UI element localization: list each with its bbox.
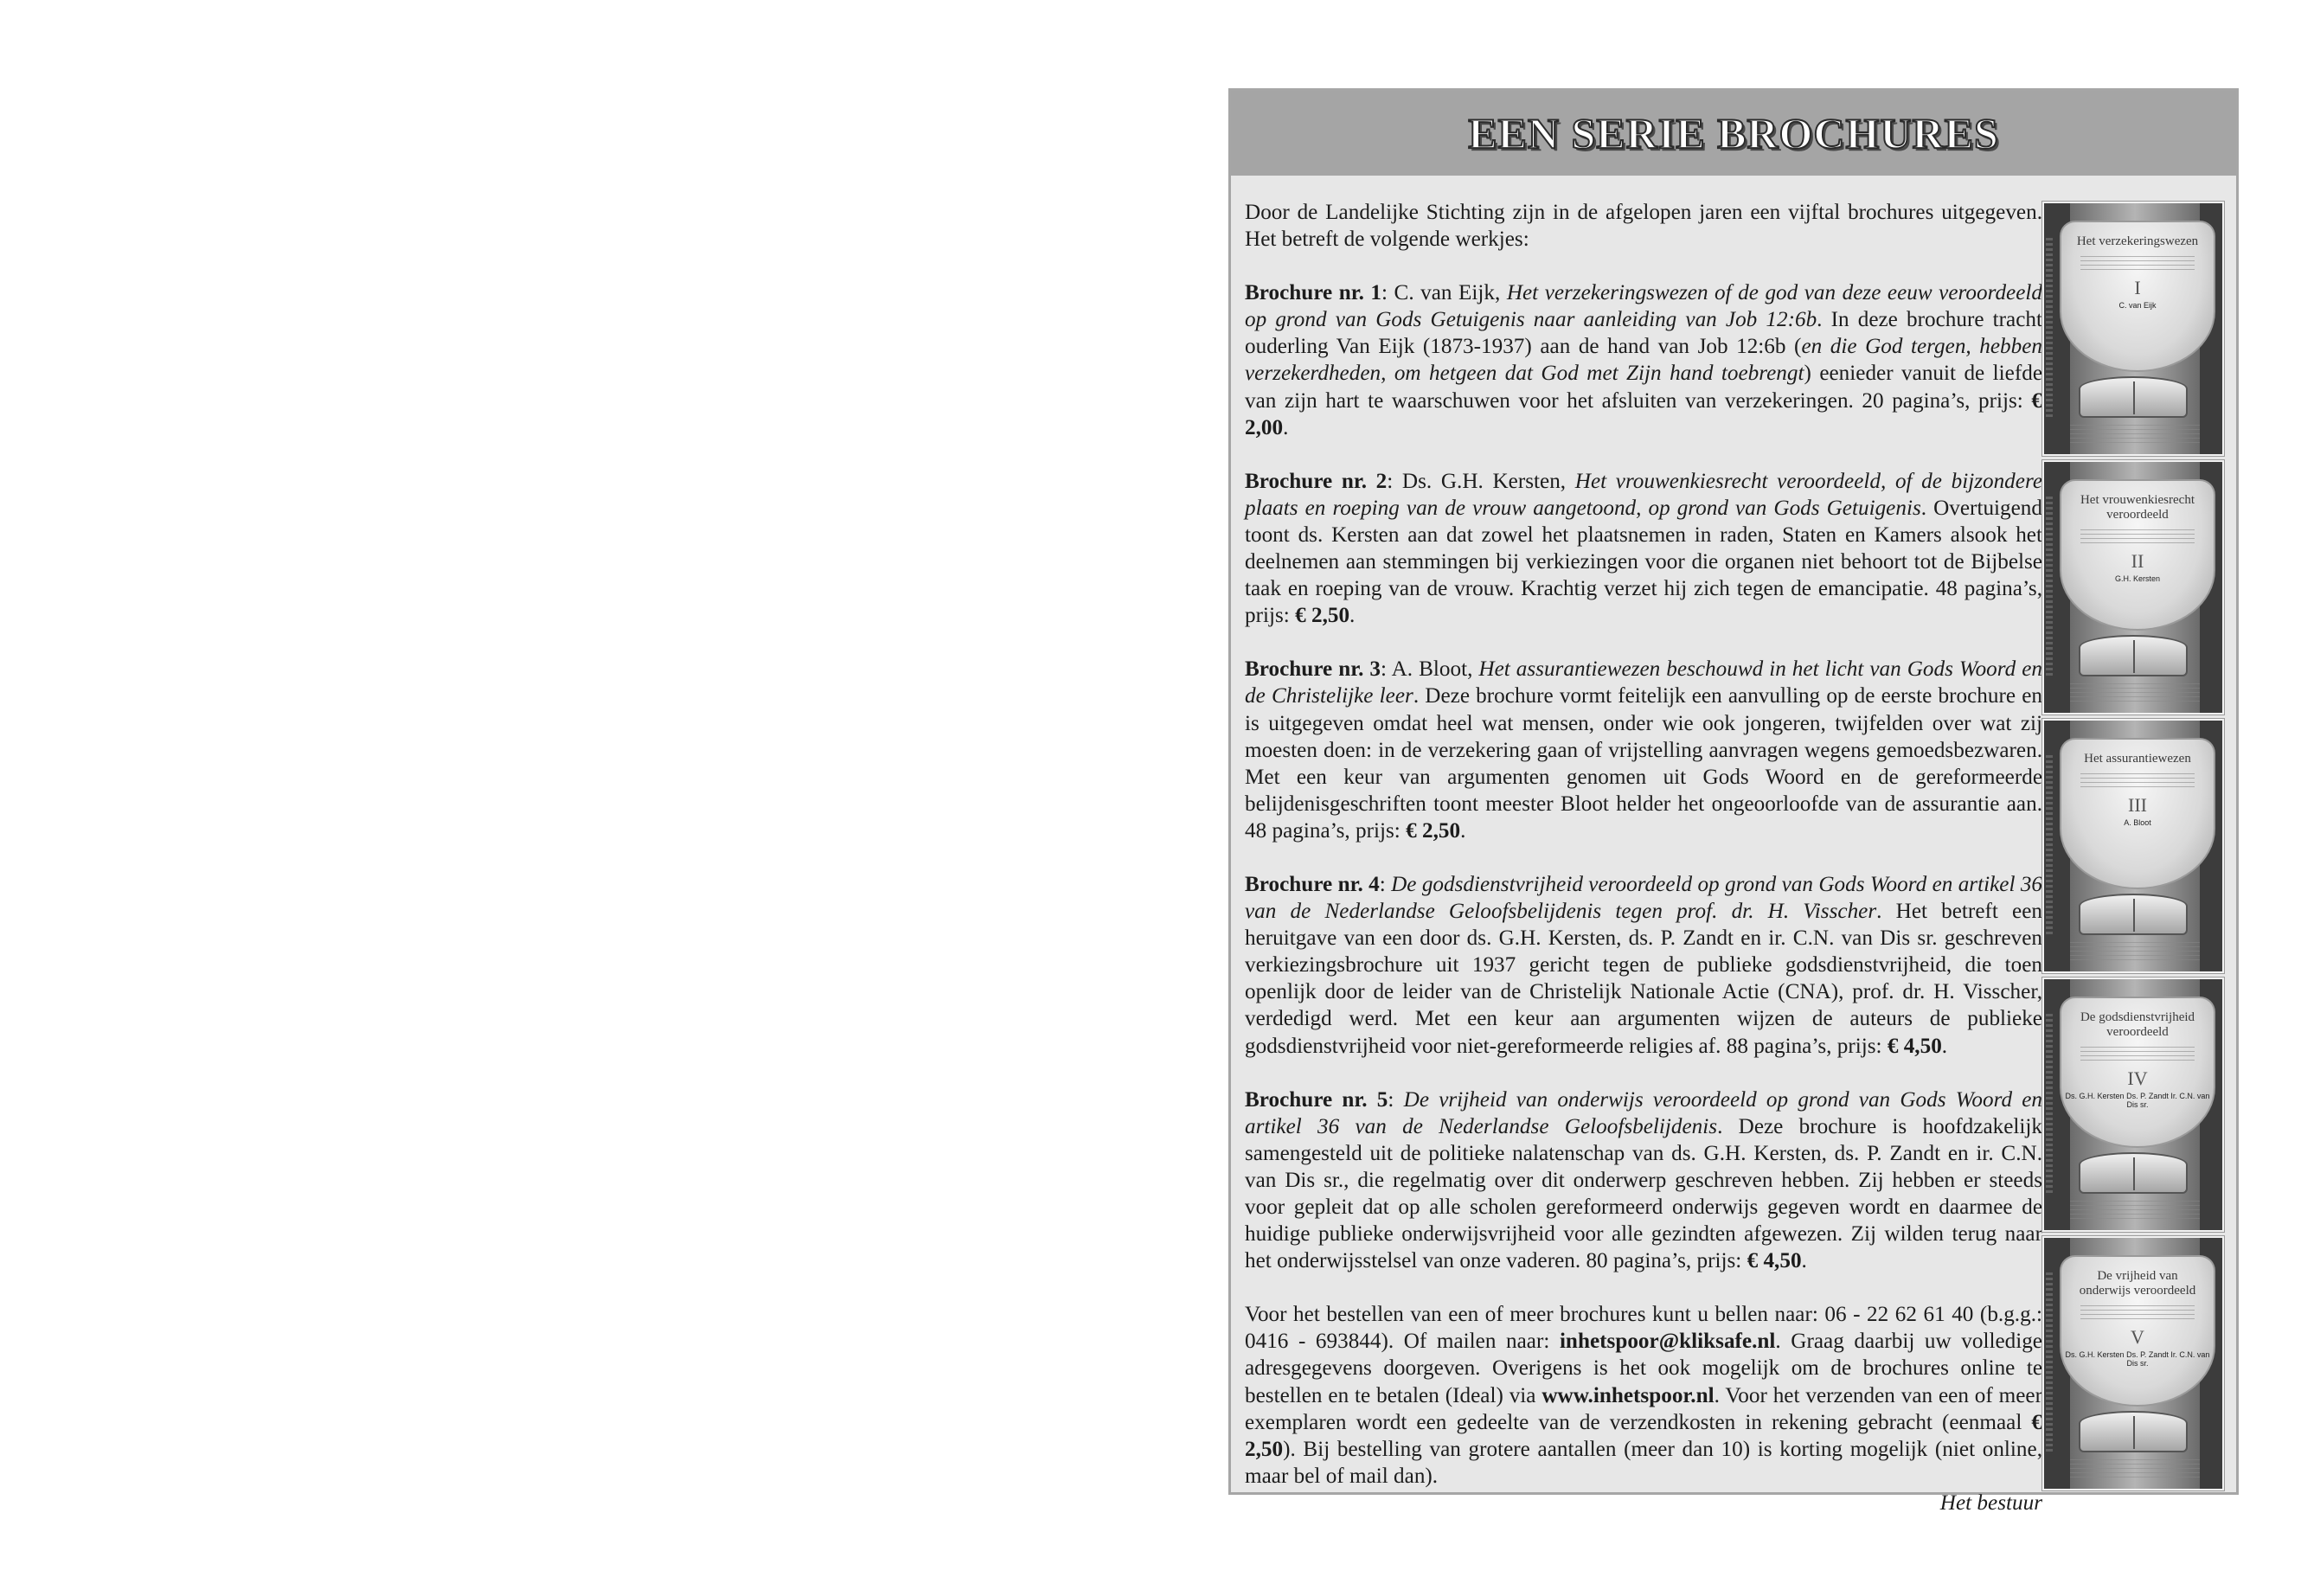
brochure-3: Brochure nr. 3: A. Bloot, Het assurantiewezen beschouwd in het licht van Gods Woord en de Christelijke leer. Deze brochure vormt feitelijk een aanvulling op de eerste brochure en is uitgegeven omdat heel wat mensen, onder wie ook jongeren, twijfelden over wat zij moesten doen: in de verzekering gaan of vrijstelling aanvragen wegens gemoedsbezwaren. Met een keur van argumenten genomen uit Gods Woord en de gereformeerde belijdenisgeschriften toont meester Bloot helder het ongeoorloofde van de assurantie aan. 48 pagina’s, prijs: € 2,50. — [1245, 657, 2043, 843]
cover-brochure-1 — [2042, 202, 2224, 456]
open-bible-icon — [2079, 635, 2188, 676]
cover-numeral: V — [2131, 1326, 2144, 1348]
open-bible-icon — [2079, 894, 2188, 935]
brochure-panel — [1228, 88, 2239, 1515]
cover-author: C. van Eijk — [2118, 301, 2157, 310]
brochure-title: Het verzekeringswezen of de god van deze eeuw veroordeeld op grond van Gods Getuigenis naar aanleiding van Job 12:6b — [1245, 281, 2042, 332]
cover-author: Ds. G.H. Kersten Ds. P. Zandt Ir. C.N. van Dis sr. — [2065, 1092, 2210, 1109]
brochure-price: € 2,50 — [1295, 604, 1350, 628]
brochure-title: De godsdienstvrijheid veroordeeld op grond van Gods Woord en artikel 36 van de Nederlandse Geloofsbelijdenis tegen prof. dr. H. Visscher — [1245, 872, 2043, 924]
brochure-title: Het vrouwenkiesrecht veroordeeld, of de bijzondere plaats en roeping van de vrouw aangetoond, op grond van Gods Getuigenis — [1245, 469, 2043, 520]
brochure-label: Brochure nr. 3 — [1245, 657, 1381, 682]
signature: Het bestuur — [1939, 1490, 2042, 1515]
cover-author: G.H. Kersten — [2114, 574, 2161, 583]
open-bible-icon — [2079, 1152, 2188, 1194]
brochure-1: Brochure nr. 1: C. van Eijk, Het verzekeringswezen of de god van deze eeuw veroordeeld op grond van Gods Getuigenis naar aanleiding van Job 12:6b. In deze brochure tracht ouderling Van Eijk (1873-1937) aan de hand van Job 12:6b (en die God tergen, hebben verzekerdheden, om hetgeen dat God met Zijn hand toebrengt) eenieder vanuit de liefde van zijn hart te waarschuwen voor het afsluiten van verzekeringen. 20 pagina’s, prijs: € 2,00. — [1245, 281, 2042, 439]
panel-header — [1231, 91, 2236, 176]
cover-shield — [2060, 997, 2215, 1148]
brochure-label: Brochure nr. 5 — [1245, 1087, 1388, 1112]
brochure-quote: en die God tergen, hebben verzekerdheden, om hetgeen dat God met Zijn hand toebrengt — [1245, 335, 2042, 386]
cover-shield — [2060, 738, 2215, 889]
cover-numeral: IV — [2127, 1067, 2148, 1089]
page-title: EEN SERIE BROCHURES — [1468, 109, 1999, 157]
cover-author: A. Bloot — [2124, 818, 2151, 827]
brochure-title: Het assurantiewezen beschouwd in het licht van Gods Woord en de Christelijke leer — [1245, 657, 2043, 708]
brochure-price: € 2,00 — [1245, 388, 2042, 439]
shipping-price: € 2,50 — [1245, 1410, 2042, 1461]
brochure-price: € 2,50 — [1406, 818, 1461, 843]
intro-paragraph: Door de Landelijke Stichting zijn in de afgelopen jaren een vijftal brochures uitgegeven. Het betreft de volgende werkjes: — [1245, 201, 2042, 252]
brochure-price: € 4,50 — [1887, 1034, 1942, 1058]
cover-title: Het assurantiewezen — [2084, 752, 2191, 766]
cover-shield — [2060, 479, 2215, 631]
website-link[interactable]: www.inhetspoor.nl — [1541, 1383, 1715, 1407]
brochure-2: Brochure nr. 2: Ds. G.H. Kersten, Het vrouwenkiesrecht veroordeeld, of de bijzondere plaats en roeping van de vrouw aangetoond, op grond van Gods Getuigenis. Overtuigend toont ds. Kersten aan dat zowel het plaatsnemen in raden, Staten en Kamers alsook het deelnemen aan stemmingen bij verkiezingen voor die organen niet behoort tot de Bijbelse taak en roeping van de vrouw. Krachtig verzet hij zich tegen de emancipatie. 48 pagina’s, prijs: € 2,50. — [1245, 469, 2043, 628]
cover-brochure-5 — [2042, 1236, 2224, 1490]
cover-author: Ds. G.H. Kersten Ds. P. Zandt Ir. C.N. van Dis sr. — [2065, 1350, 2210, 1368]
order-info: Voor het bestellen van een of meer brochures kunt u bellen naar: 06 - 22 62 61 40 (b.g.g.: 0416 - 693844). Of mailen naar: inhetspoor@kliksafe.nl. Graag daarbij uw volledige adresgegevens doorgeven. Overigens is het ook mogelijk om de brochures online te bestellen en te betalen (Ideal) via www.inhetspoor.nl. Voor het verzenden van een of meer exemplaren wordt een gedeelte van de verzendkosten in rekening gebracht (eenmaal € 2,50). Bij bestelling van grotere aantallen (meer dan 10) is korting mogelijk (niet online, maar bel of mail dan). — [1245, 1303, 2043, 1488]
cover-shield — [2060, 221, 2215, 372]
cover-numeral: III — [2128, 794, 2147, 816]
brochure-label: Brochure nr. 1 — [1245, 281, 1382, 305]
open-bible-icon — [2079, 376, 2188, 418]
brochure-5: Brochure nr. 5: De vrijheid van onderwijs veroordeeld op grond van Gods Woord en artikel 36 van de Nederlandse Geloofsbelijdenis. Deze brochure is hoofdzakelijk samengesteld uit de politieke nalatenschap van ds. G.H. Kersten, ds. P. Zandt en ir. C.N. van Dis sr., die regelmatig over dit onderwerp geschreven hebben. Zij hebben er steeds voor gepleit dat op alle scholen gereformeerd onderwijs gegeven wordt en daarmee de huidige publieke onderwijsvrijheid voor alle gezindten afgewezen. Zij wilden terug naar het onderwijsstelsel van onze vaderen. 80 pagina’s, prijs: € 4,50. — [1245, 1087, 2043, 1273]
email-link[interactable]: inhetspoor@kliksafe.nl — [1559, 1330, 1776, 1354]
cover-numeral: I — [2134, 277, 2141, 298]
brochure-label: Brochure nr. 2 — [1245, 469, 1388, 493]
brochure-4: Brochure nr. 4: De godsdienstvrijheid veroordeeld op grond van Gods Woord en artikel 36 van de Nederlandse Geloofsbelijdenis tegen prof. dr. H. Visscher. Het betreft een heruitgave van een door ds. G.H. Kersten, ds. P. Zandt en ir. C.N. van Dis sr. geschreven verkiezingsbrochure uit 1937 gericht tegen de publieke godsdienstvrijheid, die toen openlijk door de leider van de Christelijk Nationale Actie (CNA), prof. dr. H. Visscher, verdedigd werd. Met een keur aan argumenten wijzen de auteurs de publieke godsdienstvrijheid voor niet-gereformeerde religies af. 88 pagina’s, prijs: € 4,50. — [1245, 872, 2043, 1058]
cover-numeral: II — [2131, 550, 2144, 572]
brochure-label: Brochure nr. 4 — [1245, 872, 1380, 896]
cover-shield — [2060, 1255, 2215, 1407]
cover-brochure-4 — [2042, 977, 2224, 1232]
open-bible-icon — [2079, 1411, 2188, 1452]
article-body — [1245, 199, 2042, 1516]
cover-title: Het vrouwenkiesrecht veroordeeld — [2080, 493, 2195, 522]
brochure-price: € 4,50 — [1747, 1249, 1802, 1273]
cover-title: De vrijheid van onderwijs veroordeeld — [2079, 1269, 2196, 1298]
cover-title: De godsdienstvrijheid veroordeeld — [2080, 1010, 2195, 1039]
cover-column — [2042, 202, 2224, 1495]
brochure-title: De vrijheid van onderwijs veroordeeld op grond van Gods Woord en artikel 36 van de Nederlandse Geloofsbelijdenis — [1245, 1087, 2043, 1138]
cover-brochure-3 — [2042, 719, 2224, 973]
cover-brochure-2 — [2042, 460, 2224, 715]
cover-title: Het verzekeringswezen — [2076, 234, 2199, 248]
